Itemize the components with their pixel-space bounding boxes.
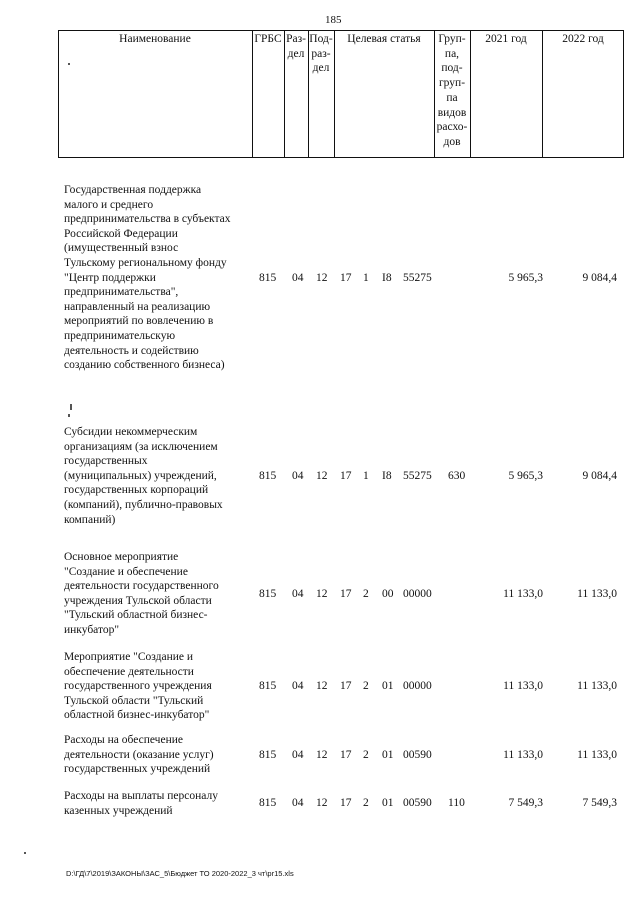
cell-rz: 04 [292,797,304,810]
row-name-line: (имущественный взнос [64,242,179,255]
cell-c2: 2 [363,680,369,693]
cell-c4: 00000 [403,587,432,600]
row-name-line: государственного учреждения [64,680,212,693]
row-name-line: Расходы на выплаты персоналу [64,790,218,802]
cell-rz: 04 [292,587,304,600]
row-name-line: деятельность и содействию [64,344,199,357]
row-name-line: "Тульский областной бизнес- [64,609,208,622]
row-name [64,733,254,777]
cell-rz: 04 [292,680,304,693]
cell-c4: 00590 [403,748,432,761]
cell-c1: 17 [340,680,352,693]
header-podrazdel-line: раз- [311,47,331,60]
row-name-line: направленный на реализацию [64,300,211,313]
col-sep [542,30,543,158]
cell-c4: 55275 [403,469,432,482]
header-group-line: под- [441,62,463,75]
cell-v2021: 11 133,0 [503,748,543,761]
row-name-line: (компаний), публично-правовых [64,498,223,511]
row-name-line: Государственная поддержка [64,184,202,196]
header-razdel-line: дел [287,47,305,60]
cell-vr: 630 [448,469,466,482]
cell-c2: 2 [363,587,369,600]
cell-v2021: 5 965,3 [508,469,543,482]
cell-pr: 12 [316,271,328,284]
cell-v2022: 11 133,0 [577,680,617,693]
row-name [64,789,254,818]
row-name-line: казенных учреждений [64,804,173,817]
header-left-border [58,30,59,158]
cell-v2021: 11 133,0 [503,680,543,693]
cell-v2022: 7 549,3 [582,797,617,810]
header-group-line: Груп- [438,33,466,45]
cell-v2021: 11 133,0 [503,587,543,600]
row-name-line: малого и среднего [64,198,154,211]
row-name-line: областной бизнес-инкубатор" [64,709,210,722]
cell-c3: 00 [382,587,394,600]
cell-pr: 12 [316,587,328,600]
cell-vr: 110 [448,797,465,810]
header-name: Наименование [119,33,191,45]
row-name [64,183,254,373]
row-name-line: инкубатор" [64,623,120,636]
header-group-line: груп- [438,77,466,90]
cell-c1: 17 [340,271,352,284]
col-sep [470,30,471,158]
cell-c4: 00000 [403,680,432,693]
cell-pr: 12 [316,680,328,693]
col-sep [252,30,253,158]
row-name-line: организациям (за исключением [64,440,218,453]
row-name-line: государственных [64,455,148,468]
row-name-line: Тульскому региональному фонду [64,256,227,269]
page-number: 185 [325,14,342,26]
header-group [434,32,470,150]
header-right-border [623,30,624,158]
row-name-line: предпринимательства", [64,286,179,299]
row-name-line: (муниципальных) учреждений, [64,469,217,482]
header-razdel [284,32,308,61]
cell-c2: 1 [363,469,369,482]
cell-c1: 17 [340,797,352,810]
cell-c4: 00590 [403,797,432,810]
cell-c4: 55275 [403,271,432,284]
row-name-line: Тульской области "Тульский [64,694,204,707]
cell-c2: 2 [363,748,369,761]
row-name-line: созданию собственного бизнеса) [64,359,225,372]
file-path-footer: D:\ГД\7\2019\ЗАКОНЫ\ЗАС_5\Бюджет ТО 2020-2022_3 чт\pr15.xls [66,869,294,878]
row-name [64,650,254,723]
row-name-line: "Создание и обеспечение [64,565,188,578]
row-name-line: мероприятий по вовлечению в [64,315,214,328]
header-group-line: дов [443,135,461,148]
cell-grbs: 815 [259,748,277,761]
row-name-line: Мероприятие "Создание и [64,651,194,663]
cell-c3: 01 [382,680,394,693]
row-name [64,425,254,527]
cell-grbs: 815 [259,587,277,600]
row-name-line: Российской Федерации [64,227,178,240]
cell-c3: I8 [382,271,392,284]
cell-pr: 12 [316,797,328,810]
header-podrazdel [308,32,334,76]
scan-speck [70,404,72,410]
header-group-line: па, [444,47,460,60]
header-podrazdel-line: дел [312,62,330,75]
row-name-line: деятельности (оказание услуг) [64,748,214,761]
cell-v2021: 7 549,3 [508,797,543,810]
row-name-line: государственных корпораций [64,484,209,497]
header-group-line: видов [437,106,467,119]
cell-c1: 17 [340,587,352,600]
header-group-line: расхо- [436,121,468,134]
row-name-line: компаний) [64,513,116,526]
row-name-line: предпринимательскую [64,329,176,342]
header-2022: 2022 год [562,33,604,45]
cell-c1: 17 [340,469,352,482]
row-name-line: обеспечение деятельности [64,665,194,678]
scan-speck [24,852,26,854]
cell-c2: 2 [363,797,369,810]
row-name-line: государственных учреждений [64,763,211,776]
cell-rz: 04 [292,469,304,482]
cell-v2021: 5 965,3 [508,271,543,284]
row-name-line: Субсидии некоммерческим [64,426,198,438]
row-name-line: Основное мероприятие [64,551,179,563]
cell-grbs: 815 [259,797,277,810]
header-group-line: па [446,91,458,104]
cell-grbs: 815 [259,680,277,693]
header-razdel-line: Раз- [286,33,306,45]
cell-c3: 01 [382,748,394,761]
row-name-line: "Центр поддержки [64,271,156,284]
cell-c3: I8 [382,469,392,482]
row-name-line: Расходы на обеспечение [64,734,183,746]
header-2021: 2021 год [485,33,527,45]
row-name-line: деятельности государственного [64,580,219,593]
scan-speck [68,414,70,417]
header-target-article: Целевая статья [347,33,421,45]
cell-pr: 12 [316,469,328,482]
table-header [58,30,624,158]
header-bottom-border [58,157,624,158]
header-podrazdel-line: Под- [309,33,333,45]
cell-v2022: 9 084,4 [582,469,617,482]
scan-speck [68,63,70,65]
header-grbs: ГРБС [254,33,282,45]
cell-c3: 01 [382,797,394,810]
cell-rz: 04 [292,271,304,284]
col-sep [334,30,335,158]
row-name-line: предпринимательства в субъектах [64,213,231,226]
row-name [64,550,254,638]
cell-v2022: 11 133,0 [577,587,617,600]
cell-grbs: 815 [259,271,277,284]
cell-v2022: 11 133,0 [577,748,617,761]
header-top-border [58,30,624,31]
cell-v2022: 9 084,4 [582,271,617,284]
cell-c2: 1 [363,271,369,284]
row-name-line: учреждения Тульской области [64,594,212,607]
cell-rz: 04 [292,748,304,761]
cell-c1: 17 [340,748,352,761]
cell-grbs: 815 [259,469,277,482]
cell-pr: 12 [316,748,328,761]
